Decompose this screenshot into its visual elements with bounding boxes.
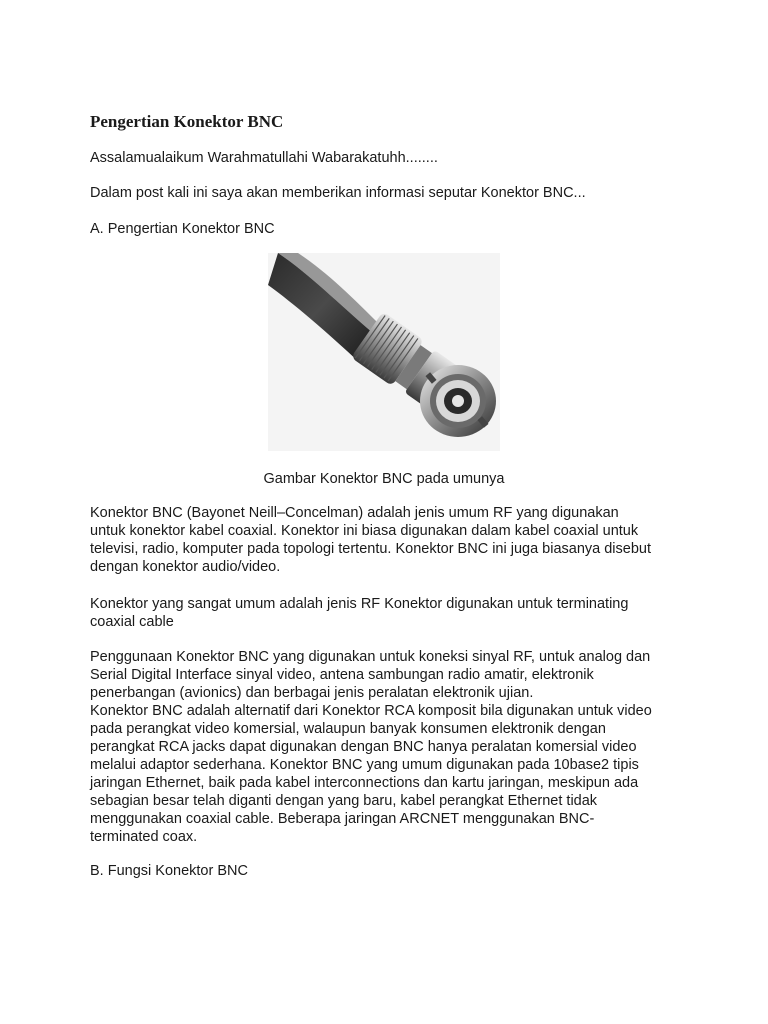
paragraph-usage xyxy=(90,648,690,846)
paragraph-line: coaxial cable xyxy=(90,614,174,630)
paragraph-definition xyxy=(90,504,690,576)
paragraph-line: Konektor yang sangat umum adalah jenis RF Konektor digunakan untuk terminating xyxy=(90,596,629,612)
section-b-heading: B. Fungsi Konektor BNC xyxy=(90,863,248,879)
page-title: Pengertian Konektor BNC xyxy=(90,112,284,131)
paragraph-line: Konektor BNC adalah alternatif dari Konektor RCA komposit bila digunakan untuk video xyxy=(90,703,652,719)
paragraph-line: jaringan Ethernet, baik pada kabel interconnections dan kartu jaringan, meskipun ada xyxy=(90,775,639,791)
paragraph-line: menggunakan coaxial cable. Beberapa jaringan ARCNET menggunakan BNC- xyxy=(90,811,595,827)
greeting-text: Assalamualaikum Warahmatullahi Wabarakatuhh........ xyxy=(90,150,438,166)
paragraph-line: terminated coax. xyxy=(90,829,198,845)
paragraph-line: pada perangkat video komersial, walaupun banyak konsumen elektronik dengan xyxy=(90,721,606,737)
paragraph-line: Serial Digital Interface sinyal video, antena sambungan radio amatir, elektronik xyxy=(90,667,594,683)
paragraph-rf xyxy=(90,595,690,631)
paragraph-line: dengan konektor audio/video. xyxy=(90,559,281,575)
figure-caption: Gambar Konektor BNC pada umunya xyxy=(263,471,505,487)
bnc-connector-photo xyxy=(268,253,500,451)
paragraph-line: sebagian besar telah diganti dengan yang baru, kabel perangkat Ethernet tidak xyxy=(90,793,598,809)
paragraph-line: untuk konektor kabel coaxial. Konektor ini biasa digunakan dalam kabel coaxial untuk xyxy=(90,523,639,539)
paragraph-line: televisi, radio, komputer pada topologi tertentu. Konektor BNC ini juga biasanya disebut xyxy=(90,541,651,557)
paragraph-line: Konektor BNC (Bayonet Neill–Concelman) adalah jenis umum RF yang digunakan xyxy=(90,505,619,521)
paragraph-line: melalui adaptor sederhana. Konektor BNC yang umum digunakan pada 10base2 tipis xyxy=(90,757,639,773)
paragraph-line: Penggunaan Konektor BNC yang digunakan untuk koneksi sinyal RF, untuk analog dan xyxy=(90,649,651,665)
paragraph-line: penerbangan (avionics) dan berbagai jenis peralatan elektronik ujian. xyxy=(90,685,534,701)
intro-text: Dalam post kali ini saya akan memberikan informasi seputar Konektor BNC... xyxy=(90,185,586,201)
paragraph-line: perangkat RCA jacks dapat digunakan dengan BNC hanya peralatan komersial video xyxy=(90,739,637,755)
section-a-heading: A. Pengertian Konektor BNC xyxy=(90,221,275,237)
